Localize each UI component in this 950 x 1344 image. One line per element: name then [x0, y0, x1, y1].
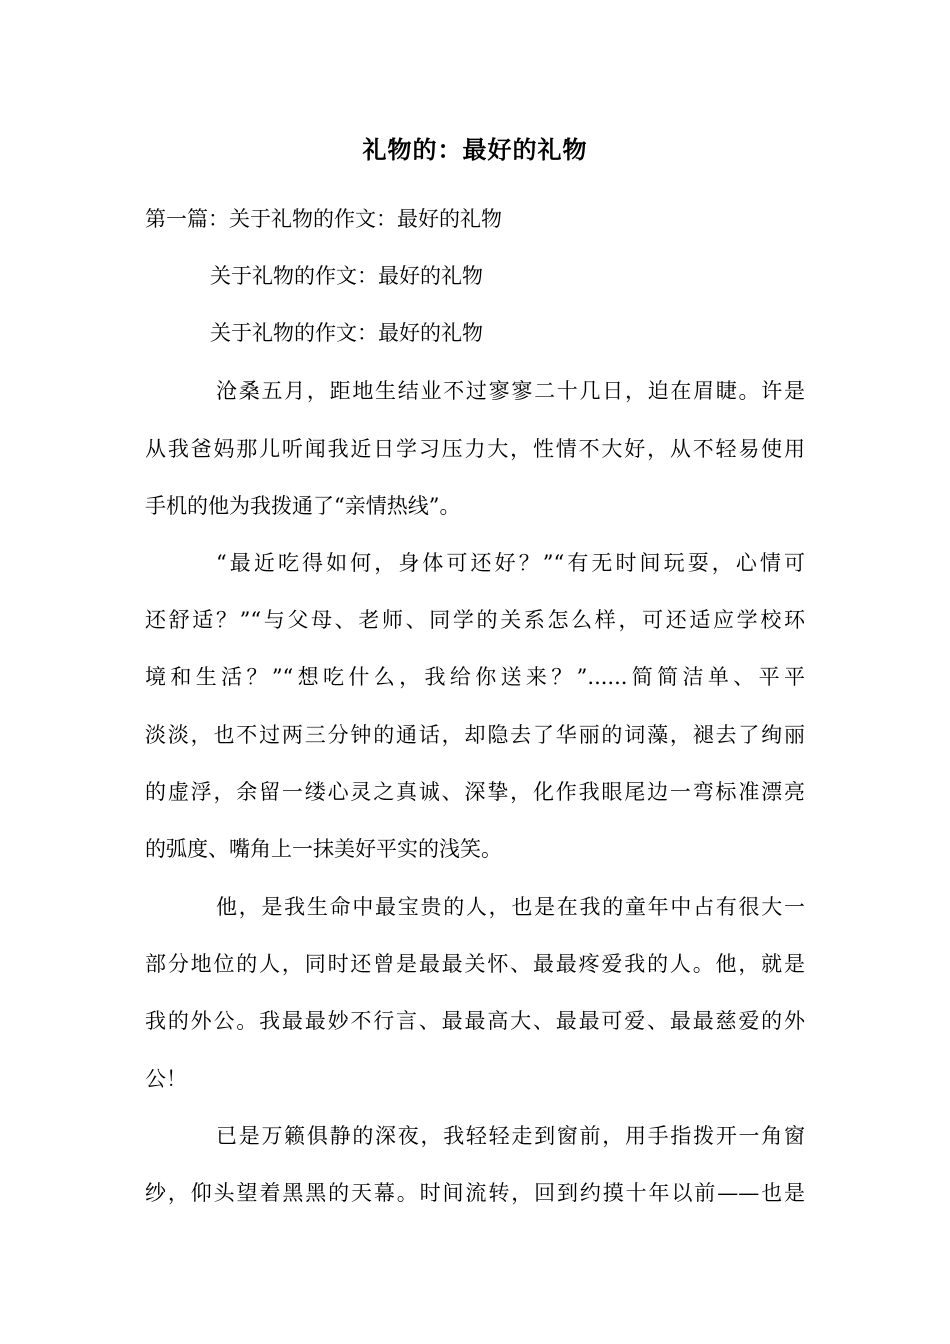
paragraph-line: 他，是我生命中最宝贵的人，也是在我的童年中占有很大一 [216, 895, 805, 919]
paragraph-line: 的虚浮，余留一缕心灵之真诚、深挚，化作我眼尾边一弯标准漂亮 [145, 780, 805, 804]
subheading: 关于礼物的作文：最好的礼物 [210, 321, 483, 345]
document-title: 礼物的：最好的礼物 [362, 136, 588, 164]
paragraph-line: 淡淡，也不过两三分钟的通话，却隐去了华丽的词藻，褪去了绚丽 [145, 723, 805, 747]
paragraph-line: 我的外公。我最最妙不行言、最最高大、最最可爱、最最慈爱的外 [145, 1009, 805, 1033]
paragraph-line: 已是万籁俱静的深夜，我轻轻走到窗前，用手指拨开一角窗 [216, 1124, 805, 1148]
paragraph-line: 纱，仰头望着黑黑的天幕。时间流转，回到约摸十年以前——也是 [145, 1181, 805, 1205]
section-heading: 第一篇：关于礼物的作文：最好的礼物 [145, 207, 502, 231]
paragraph-line: 的弧度、嘴角上一抹美好平实的浅笑。 [145, 837, 502, 861]
paragraph-line: 公！ [145, 1067, 187, 1091]
paragraph-line: 沧桑五月，距地生结业不过寥寥二十几日，迫在眉睫。许是 [216, 379, 805, 403]
subheading: 关于礼物的作文：最好的礼物 [210, 264, 483, 288]
paragraph-line: 还舒适？”“与父母、老师、同学的关系怎么样，可还适应学校环 [145, 608, 805, 632]
paragraph-line: 部分地位的人，同时还曾是最最关怀、最最疼爱我的人。他，就是 [145, 952, 805, 976]
paragraph-line: 境和生活？”“想吃什么，我给你送来？”......简简洁单、平平 [145, 665, 805, 689]
paragraph-line: 手机的他为我拨通了“亲情热线”。 [145, 494, 461, 518]
paragraph-line: “最近吃得如何，身体可还好？”“有无时间玩耍，心情可 [216, 551, 805, 575]
paragraph-line: 从我爸妈那儿听闻我近日学习压力大，性情不大好，从不轻易使用 [145, 437, 805, 461]
